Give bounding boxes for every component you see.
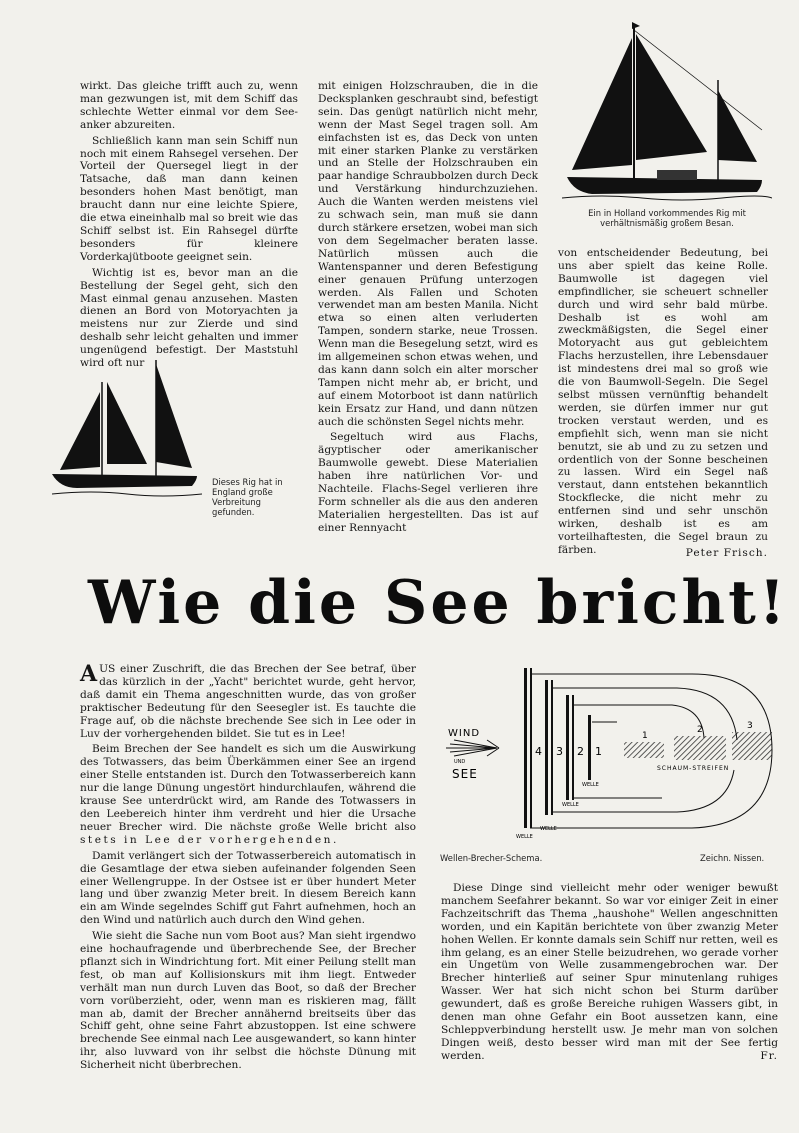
diagram-credit: Zeichn. Nissen. — [700, 853, 765, 863]
col2-paragraph-2: Segeltuch wird aus Flachs, ägyptischer oder amerikanischer Baumwolle gewebt. Diese Materialien haben ihre natürlichen Vor- und Nachteile. Flachs-Segel verlieren ihre Form schneller als die aus den anderen Materialien hergestellten. Das ist auf einer Rennyacht — [318, 431, 538, 534]
col1-paragraph-1: wirkt. Das gleiche trifft auch zu, wenn man gezwungen ist, mit dem Schiff das schlechte Wetter einmal vor dem See-anker abzureiten. — [80, 80, 298, 131]
col2-paragraph-1: mit einigen Holzschrauben, die in die Decksplanken geschraubt sind, befestigt sein. Das genügt natürlich nicht mehr, wenn der Mast Segel tragen soll. Am einfachsten ist es, das Deck von unten mit einer starken Planke zu verstärken und an Stelle der Holzschrauben ein paar handige Schraubbolzen durch Deck und Verstärkung hindurchzuziehen. Auch die Wanten werden meistens viel zu schwach sein, man muß sie dann durch stärkere ersetzen, wobei man sich von dem Segelmacher beraten lasse. Natürlich müssen auch die Wantenspanner und deren Befestigung einer genauen Prüfung unterzogen werden. Als Fallen und Schoten verwendet man am besten Manila. Nicht etwa so einen alten verluderten Tampen, sondern starke, neue Trossen. Wenn man die Besegelung setzt, wird es im allgemeinen schon etwas wehen, und das kann dann solch ein alter morscher Tampen nicht mehr ab, er bricht, und auf einem Motorboot ist dann natürlich kein Ersatz zur Hand, und dann nützen auch die schönsten Segel nichts mehr. — [318, 80, 538, 428]
col3-signature: Peter Frisch. — [685, 546, 768, 559]
holland-rig-ship-illustration — [562, 20, 772, 205]
col1-paragraph-3: Wichtig ist es, bevor man an die Bestellung der Segel geht, sich den Mast einmal genau anzusehen. Masten dienen an Bord von Motoryachten ja meistens nur zur Zierde und sind deshalb sehr leicht gehalten und immer ungenügend befestigt. Der Maststuhl wird oft nur — [80, 266, 298, 370]
holland-rig-caption: Ein in Holland vorkommendes Rig mit verhältnismäßig großem Besan. — [588, 208, 746, 228]
article-paragraph-2: Beim Brechen der See handelt es sich um die Auswirkung des Totwassers, das beim Überkämmen einer See an irgend einer Stelle entstanden ist. Durch den Totwasserbereich kann nur die lange Dünung ungestört hindurchlaufen, während die krause See unterdrückt wird, am Rande des Totwassers in den Leebereich hinter ihm verdreht und hier die Ursache neuer Brecher wird. Die nächste große Welle bricht also stets in Lee der vorhergehenden. — [80, 743, 416, 846]
welle-label-1: WELLE — [582, 782, 599, 788]
foam-number-3: 3 — [747, 721, 753, 731]
article-headline: Wie die See bricht! — [88, 568, 789, 638]
article-right-column — [441, 882, 778, 1063]
welle-label-2: WELLE — [562, 802, 579, 808]
article-paragraph-4: Wie sieht die Sache nun vom Boot aus? Man sieht irgendwo eine hochaufragende und überbrechende See, der Brecher pflanzt sich in Windrichtung fort. Mit einer Peilung stellt man fest, ob man auf Kollisionskurs mit ihm liegt. Entweder verhält man nun durch Luven das Boot, so daß der Brecher vorn vorüberzieht, oder, wenn man es riskieren mag, fällt man ab, damit der Brecher annähernd breitseits über das Schiff geht, ohne seine Fahrt abzustoppen. Ist eine schwere brechende See einmal nach Lee ausgewandert, so kann hinter ihr, also luvward von ihr selbst die höchste Dünung mit Sicherheit nicht überbrechen. — [80, 930, 416, 1072]
article-paragraph-3: Damit verlängert sich der Totwasserbereich automatisch in die Gesamtlage der etwa sieben aufeinander folgenden Seen einer Wellengruppe. In der Ostsee ist er über hundert Meter lang und über zwanzig Meter breit. In diesem Bereich kann ein am Winde segelndes Schiff gut Fahrt aufnehmen, hoch an den Wind und natürlich auch durch den Wind gehen. — [80, 849, 416, 927]
wave-number-3: 3 — [556, 745, 563, 758]
diagram-caption: Wellen-Brecher-Schema. — [440, 853, 543, 863]
foam-number-2: 2 — [697, 725, 703, 735]
article-paragraph-1: AUS einer Zuschrift, die das Brechen der See betraf, über das kürzlich in der „Yacht" berichtet wurde, geht hervor, daß damit ein Thema angeschnitten wurde, das von großer praktischer Bedeutung für den Seesegler ist. Es tauchte die Frage auf, ob die nächste brechende See sich in Lee oder in Luv der vorhergehenden bildet. Sie tut es in Lee! — [80, 661, 416, 740]
article-signature: Fr. — [760, 1049, 778, 1062]
column-1 — [80, 80, 298, 373]
und-label: UND — [454, 759, 466, 765]
article-left-column — [80, 663, 416, 1075]
wave-breaker-diagram — [442, 660, 787, 840]
foam-number-1: 1 — [642, 731, 648, 741]
welle-label-4: WELLE — [516, 834, 533, 840]
wave-number-4: 4 — [535, 745, 542, 758]
wave-number-2: 2 — [577, 745, 584, 758]
wind-label: WIND — [448, 728, 481, 739]
column-2 — [318, 80, 538, 538]
england-rig-caption: Dieses Rig hat in England große Verbreitung gefunden. — [212, 477, 283, 517]
col3-paragraph-1: von entscheidender Bedeutung, bei uns aber spielt das keine Rolle. Baumwolle ist dagegen viel empfindlicher, sie scheuert schneller durch und wird sehr bald mürbe. Deshalb ist es wohl am zweckmäßigsten, die Segel einer Motoryacht aus gut gebleichtem Flachs herzustellen, ihre Lebensdauer ist mindestens drei mal so groß wie die von Baumwoll-Segeln. Die Segel selbst müssen vernünftig behandelt werden, sie dürfen immer nur gut trocken verstaut werden, und es empfiehlt sich, wenn man sie nicht benutzt, sie ab und zu zu setzen und ordentlich von der Sonne bescheinen zu lassen. Wird ein Segel naß verstaut, dann entstehen bekanntlich Stockflecke, die nicht mehr zu entfernen sind und sehr unschön wirken, deshalb ist es am vorteilhaftesten, die Segel braun zu färben. — [558, 247, 768, 556]
wave-number-1: 1 — [595, 745, 602, 758]
welle-label-3: WELLE — [540, 826, 557, 832]
england-rig-ship-illustration — [52, 352, 202, 502]
dropcap: A — [80, 661, 98, 687]
column-3 — [558, 247, 768, 560]
article-paragraph-5: Diese Dinge sind vielleicht mehr oder weniger bewußt manchem Seefahrer bekannt. So war vor einiger Zeit in einer Fachzeitschrift das Thema „haushohe" Wellen angeschnitten worden, und ein Kapitän berichtete von über zwanzig Meter hohen Wellen. Er konnte damals sein Schiff nur retten, weil es ihm gelang, es an einer Stelle beizudrehen, wo gerade vorher ein Ungetüm von Welle zusammengebrochen war. Der Brecher hinterließ auf seiner Spur minutenlang ruhiges Wasser. Wer hat sich nicht schon bei Sturm darüber gewundert, daß es große Bereiche ruhigen Wassers gibt, in denen man ohne Gefahr ein Boot aussetzen kann, eine Schleppverbindung herstellt usw. Je mehr man von solchen Dingen weiß, desto besser wird man mit der See fertig werden. — [441, 882, 778, 1062]
col1-paragraph-2: Schließlich kann man sein Schiff nun noch mit einem Rahsegel versehen. Der Vorteil der Quersegel liegt in der Tatsache, daß man dann keinen besonders hohen Mast benötigt, man braucht dann nur eine leichte Spiere, die etwa eineinhalb mal so breit wie das Schiff selbst ist. Ein Rahsegel dürfte besonders für kleinere Vorderkajütboote geeignet sein. — [80, 134, 298, 263]
foam-strip-label: SCHAUM-STREIFEN — [657, 765, 730, 772]
see-label: SEE — [452, 767, 478, 781]
